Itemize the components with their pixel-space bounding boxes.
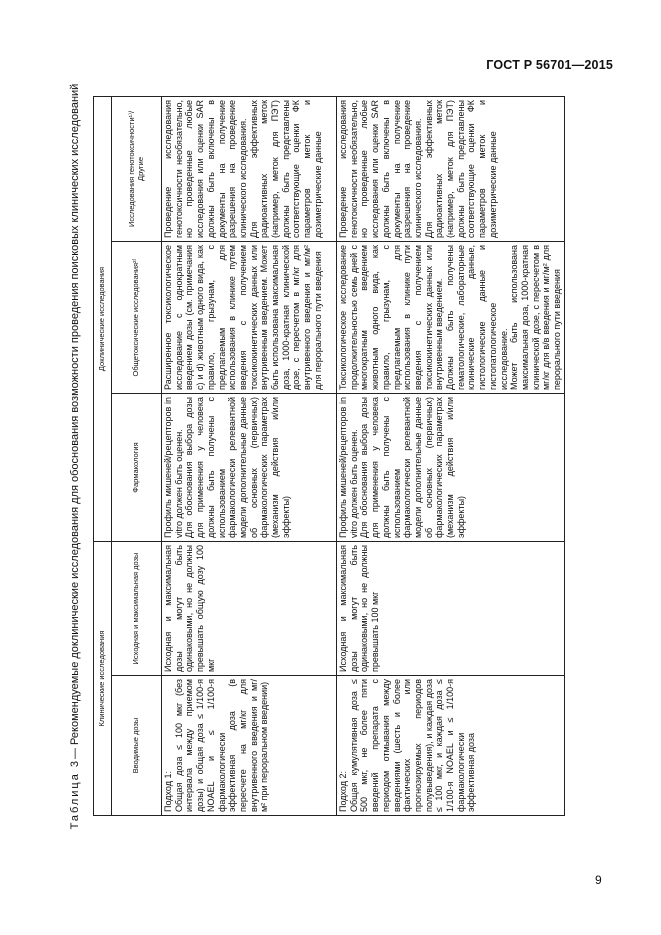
- page-number: 9: [595, 873, 602, 887]
- cell-dose: Подход 1: Общая доза ≤ 100 мкг (без интервала между приемом дозы) и общая доза ≤ 1/100-я NOAEL и ≤ 1/100-я фармакологически эффективная доза (в пересчете на мг/кг для внутривенного введения и мг/м² при пероральном введении): [162, 676, 337, 816]
- group-header-preclinical: Доклинические исследования: [94, 96, 112, 541]
- group-header-row: [94, 96, 112, 815]
- cell-start-max: Исходная и максимальная дозы могут быть одинаковыми, но не должны превышать 100 мкг: [337, 542, 565, 676]
- group-header-clinical: Клинические исследования: [94, 542, 112, 816]
- rotated-table-container: [57, 83, 600, 830]
- column-header-start-max: Исходная и максимальная дозы: [112, 542, 162, 676]
- cell-genotox: Проведение исследования генотоксичности необязательно, но проведенные любые исследования или оценки SAR должны быть включены в документы на получение разрешения на проведение клинического исследования. Для эффективных радиоактивных меток (например, меток для ПЭТ) должны быть представлены соответствующие оценки ФК параметров меток и дозиметрические данные: [337, 96, 565, 241]
- table-caption-text: — Рекомендуемые доклинические исследования для обоснования возможности проведения поисковых клинических исследований: [69, 83, 81, 759]
- column-header-toxicology: Общетоксические исследования²⁾: [112, 242, 162, 394]
- cell-toxicology: Расширенное токсикологическое исследование с однократным введением дозы (см. примечания с) и d) животным одного вида, как правило, грызунам, с предлагаемым для использования в клинике путем введения с получением токсикокинетических данных или внутривенным введением. Может быть использована максимальная доза, 1000-кратная клинической дозе, с пересчетом в мг/кг для внутривенного введения и мг/м² для перорального пути введения: [162, 242, 337, 394]
- column-header-genotox: Исследования генотоксичности¹⁾/Другие: [112, 96, 162, 241]
- table-row: [337, 96, 565, 815]
- column-header-pharmacology: Фармакология: [112, 394, 162, 542]
- cell-toxicology: Токсикологическое исследование продолжительностью семь дней с многократным введением животным одного вида, как правило, грызунам, с предлагаемым для использования в клинике пути введения с получением токсикокинетических данных или внутривенным введением. Должны быть получены гематологические, лабораторные клинические данные, гистологические данные и гистопатологическое исследование. Может быть использована максимальная доза, 1000-кратная клинической дозе, с пересчетом в мг/кг для в/в введения и мг/м² для перорального пути введения: [337, 242, 565, 394]
- cell-start-max: Исходная и максимальная дозы могут быть одинаковыми, но не должны превышать общую дозу 100 мкг: [162, 542, 337, 676]
- table-caption: [57, 83, 93, 830]
- cell-genotox: Проведение исследования генотоксичности необязательно, но проведенные любые исследования или оценки SAR должны быть включены в документы на получение разрешения на проведение клинического исследования. Для эффективных радиоактивных меток (например, меток для ПЭТ) должны быть представлены соответствующие оценки ФК параметров меток и дозиметрические данные: [162, 96, 337, 241]
- standard-designation: ГОСТ Р 56701—2015: [486, 58, 613, 72]
- table-row: [162, 96, 337, 815]
- preclinical-studies-table: [93, 96, 565, 816]
- table-caption-label: Таблица 3: [69, 759, 81, 830]
- cell-pharmacology: Профиль мишеней/рецепторов in vitro должен быть оценен. Для обоснования выбора дозы для применения у человека должны быть получены с использованием фармакологически релевантной модели дополнительные данные об основных (первичных) фармакологических параметрах (механизм действия и/или эффекты): [337, 394, 565, 542]
- column-header-dose: Вводимые дозы: [112, 676, 162, 816]
- cell-dose: Подход 2: Общая кумулятивная доза ≤ 500 мкг, не более пяти введений препарата с периодом отмывания между введениями (шесть и более фактических или прогнозируемых периодов полувыведения), и каждая доза ≤ 100 мкг, и каждая доза ≤ 1/100-я NOAEL и ≤ 1/100-я фармакологически эффективная доза: [337, 676, 565, 816]
- cell-pharmacology: Профиль мишеней/рецепторов in vitro должен быть оценен. Для обоснования выбора дозы для применения у человека должны быть получены с использованием фармакологически релевантной модели дополнительные данные об основных (первичных) фармакологических параметрах (механизм действия и/или эффекты): [162, 394, 337, 542]
- column-header-row: [112, 96, 162, 815]
